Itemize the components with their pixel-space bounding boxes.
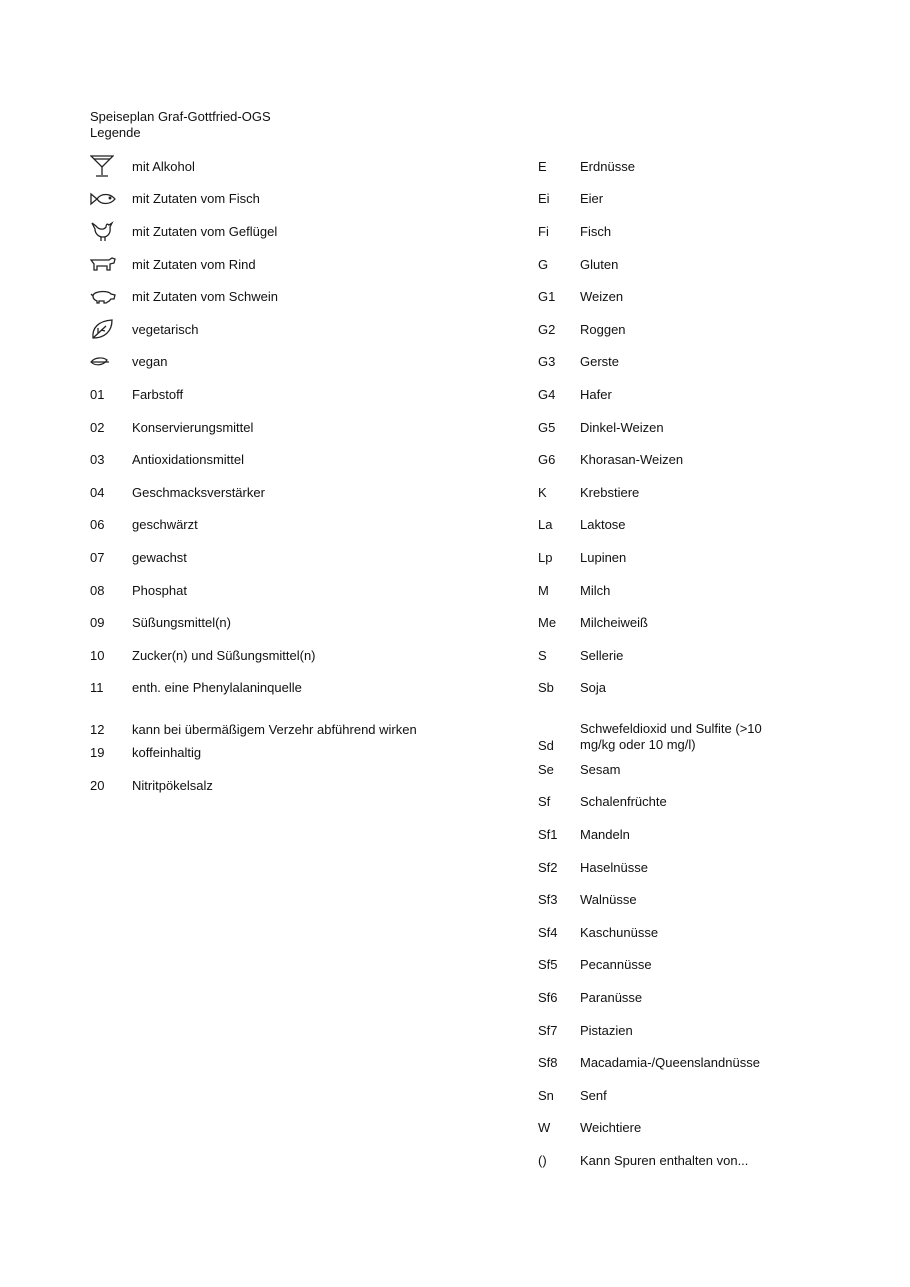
legend-row bbox=[90, 769, 510, 802]
fish-icon bbox=[90, 192, 132, 206]
legend-row bbox=[90, 737, 510, 770]
legend-label: Geschmacksverstärker bbox=[132, 484, 265, 500]
legend-label: Farbstoff bbox=[132, 386, 184, 402]
legend-row bbox=[538, 248, 838, 281]
legend-code: 11 bbox=[90, 680, 104, 696]
legend-row bbox=[538, 411, 838, 444]
legend-row bbox=[538, 606, 838, 639]
legend-label: Kann Spuren enthalten von... bbox=[580, 1153, 749, 1169]
legend-code: 04 bbox=[90, 484, 105, 500]
legend-label: Milch bbox=[580, 582, 611, 598]
legend-row bbox=[538, 981, 838, 1014]
legend-label: mit Zutaten vom Rind bbox=[132, 256, 256, 272]
pig-icon bbox=[90, 289, 132, 305]
legend-row bbox=[538, 639, 838, 672]
legend-label: geschwärzt bbox=[132, 517, 198, 533]
legend-label: Phosphat bbox=[132, 582, 187, 598]
legend-code: 09 bbox=[90, 615, 105, 631]
legend-row bbox=[90, 443, 510, 476]
legend-row bbox=[90, 378, 510, 411]
legend-label: Pistazien bbox=[580, 1022, 633, 1038]
legend-label: Senf bbox=[580, 1087, 607, 1103]
legend-label: vegetarisch bbox=[132, 321, 199, 337]
legend-row bbox=[538, 818, 838, 851]
legend-label: Dinkel-Weizen bbox=[580, 419, 664, 435]
legend-code: 06 bbox=[90, 517, 105, 533]
legend-code: G1 bbox=[538, 289, 556, 305]
legend-row bbox=[538, 704, 838, 753]
legend-label: mit Zutaten vom Geflügel bbox=[132, 223, 278, 239]
page-title: Speiseplan Graf-Gottfried-OGS bbox=[90, 109, 271, 124]
legend-code: Sn bbox=[538, 1087, 554, 1103]
legend-row bbox=[538, 883, 838, 916]
legend-code: Se bbox=[538, 761, 554, 777]
cocktail-glass-icon bbox=[90, 155, 132, 177]
legend-code: G2 bbox=[538, 321, 556, 337]
legend-row bbox=[90, 639, 510, 672]
page-subtitle: Legende bbox=[90, 125, 141, 140]
legend-label: Pecannüsse bbox=[580, 957, 652, 973]
legend-code: La bbox=[538, 517, 553, 533]
legend-right-column bbox=[538, 150, 838, 1177]
legend-row bbox=[538, 313, 838, 346]
legend-code: 20 bbox=[90, 778, 105, 794]
legend-row bbox=[538, 1046, 838, 1079]
legend-label: gewachst bbox=[132, 549, 187, 565]
legend-code: W bbox=[538, 1120, 551, 1136]
legend-code: Sf bbox=[538, 794, 551, 810]
legend-label: Gerste bbox=[580, 354, 620, 370]
legend-code: Sf6 bbox=[538, 990, 558, 1006]
legend-row bbox=[90, 509, 510, 542]
legend-code: S bbox=[538, 647, 547, 663]
legend-row bbox=[538, 509, 838, 542]
legend-code: 08 bbox=[90, 582, 105, 598]
legend-row bbox=[538, 378, 838, 411]
legend-row bbox=[538, 443, 838, 476]
legend-code: Sf2 bbox=[538, 859, 558, 875]
legend-row bbox=[538, 916, 838, 949]
legend-label: Weizen bbox=[580, 289, 624, 305]
legend-code: Ei bbox=[538, 191, 550, 207]
legend-label: Kaschunüsse bbox=[580, 924, 659, 940]
legend-code: Lp bbox=[538, 549, 553, 565]
legend-label: Zucker(n) und Süßungsmittel(n) bbox=[132, 647, 316, 663]
legend-code: G6 bbox=[538, 452, 556, 468]
legend-row bbox=[90, 672, 510, 705]
legend-label: Haselnüsse bbox=[580, 859, 648, 875]
legend-label: Hafer bbox=[580, 386, 612, 402]
legend-row-vegetarian bbox=[90, 313, 510, 346]
legend-code: G bbox=[538, 256, 549, 272]
legend-row bbox=[538, 672, 838, 705]
legend-label: mit Zutaten vom Schwein bbox=[132, 289, 278, 305]
legend-label: Konservierungsmittel bbox=[132, 419, 254, 435]
legend-label: Sesam bbox=[580, 761, 621, 777]
legend-row bbox=[538, 150, 838, 183]
legend-label: Gluten bbox=[580, 256, 619, 272]
legend-row-vegan bbox=[90, 346, 510, 379]
legend-code: Sf1 bbox=[538, 827, 558, 843]
legend-row bbox=[538, 280, 838, 313]
legend-code: K bbox=[538, 484, 547, 500]
legend-row bbox=[538, 346, 838, 379]
legend-left-column bbox=[90, 150, 510, 802]
legend-label bbox=[580, 721, 838, 753]
legend-label: Krebstiere bbox=[580, 484, 640, 500]
legend-row bbox=[538, 1112, 838, 1145]
legend-row bbox=[538, 1079, 838, 1112]
legend-code: Sf3 bbox=[538, 892, 558, 908]
legend-row-poultry bbox=[90, 215, 510, 248]
legend-label: Paranüsse bbox=[580, 990, 643, 1006]
legend-row bbox=[538, 949, 838, 982]
legend-code: Sd bbox=[538, 738, 554, 754]
chicken-icon bbox=[90, 220, 132, 242]
legend-code: 01 bbox=[90, 386, 105, 402]
legend-label: Khorasan-Weizen bbox=[580, 452, 684, 468]
leaf-icon bbox=[90, 318, 132, 340]
legend-label: Lupinen bbox=[580, 549, 627, 565]
legend-code: G5 bbox=[538, 419, 556, 435]
legend-code: 12 bbox=[90, 721, 105, 737]
legend-code: 03 bbox=[90, 452, 105, 468]
legend-code: Sf4 bbox=[538, 924, 558, 940]
cow-icon bbox=[90, 256, 132, 272]
legend-row-beef bbox=[90, 248, 510, 281]
legend-code: G4 bbox=[538, 386, 556, 402]
legend-row bbox=[90, 704, 510, 737]
legend-row bbox=[538, 851, 838, 884]
legend-label: enth. eine Phenylalaninquelle bbox=[132, 680, 302, 696]
legend-label: Erdnüsse bbox=[580, 158, 635, 174]
legend-label: Antioxidationsmittel bbox=[132, 452, 244, 468]
legend-label: Milcheiweiß bbox=[580, 615, 648, 631]
legend-row-pork bbox=[90, 280, 510, 313]
legend-label: kann bei übermäßigem Verzehr abführend wirken bbox=[132, 721, 417, 737]
legend-code: 19 bbox=[90, 745, 105, 761]
legend-row bbox=[538, 574, 838, 607]
legend-code: Sb bbox=[538, 680, 554, 696]
legend-label: Soja bbox=[580, 680, 607, 696]
legend-code: 10 bbox=[90, 647, 105, 663]
legend-code: Sf5 bbox=[538, 957, 558, 973]
legend-row bbox=[90, 606, 510, 639]
legend-label: Fisch bbox=[580, 223, 612, 239]
legend-label: Roggen bbox=[580, 321, 626, 337]
legend-code: 07 bbox=[90, 549, 105, 565]
legend-label: Weichtiere bbox=[580, 1120, 642, 1136]
legend-label: koffeinhaltig bbox=[132, 745, 202, 761]
legend-label: Eier bbox=[580, 191, 604, 207]
legend-row bbox=[90, 476, 510, 509]
legend-row bbox=[90, 541, 510, 574]
legend-label: Süßungsmittel(n) bbox=[132, 615, 231, 631]
legend-row bbox=[538, 1144, 838, 1177]
legend-row bbox=[538, 786, 838, 819]
legend-header bbox=[90, 109, 271, 141]
legend-label-line: Schwefeldioxid und Sulfite (>10 bbox=[580, 721, 762, 737]
legend-code: Me bbox=[538, 615, 557, 631]
small-leaf-icon bbox=[90, 356, 132, 368]
legend-code: G3 bbox=[538, 354, 556, 370]
legend-code: () bbox=[538, 1153, 547, 1169]
legend-row-fish bbox=[90, 183, 510, 216]
legend-label: Laktose bbox=[580, 517, 626, 533]
legend-code: E bbox=[538, 158, 547, 174]
legend-row bbox=[538, 541, 838, 574]
legend-code: Sf8 bbox=[538, 1055, 558, 1071]
legend-row bbox=[90, 574, 510, 607]
legend-label: Sellerie bbox=[580, 647, 624, 663]
legend-row bbox=[538, 215, 838, 248]
legend-label: Macadamia-/Queenslandnüsse bbox=[580, 1055, 760, 1071]
legend-label-line: mg/kg oder 10 mg/l) bbox=[580, 737, 696, 753]
legend-code: Fi bbox=[538, 223, 549, 239]
legend-label: Nitritpökelsalz bbox=[132, 778, 213, 794]
legend-label: mit Alkohol bbox=[132, 158, 195, 174]
legend-label: Walnüsse bbox=[580, 892, 637, 908]
legend-label: mit Zutaten vom Fisch bbox=[132, 191, 260, 207]
legend-code: 02 bbox=[90, 419, 105, 435]
legend-row bbox=[538, 753, 838, 786]
legend-row bbox=[90, 411, 510, 444]
legend-code: Sf7 bbox=[538, 1022, 558, 1038]
legend-row bbox=[538, 476, 838, 509]
legend-row bbox=[538, 1014, 838, 1047]
legend-label: vegan bbox=[132, 354, 168, 370]
legend-code: M bbox=[538, 582, 549, 598]
legend-row-alcohol bbox=[90, 150, 510, 183]
legend-label: Mandeln bbox=[580, 827, 630, 843]
legend-label: Schalenfrüchte bbox=[580, 794, 667, 810]
legend-row bbox=[538, 183, 838, 216]
